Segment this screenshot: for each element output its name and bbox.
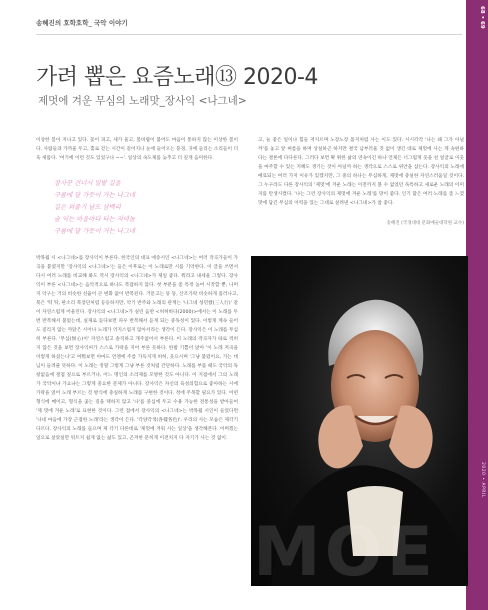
issue-label: 2020 • APRIL — [480, 462, 485, 498]
lyric-line: 구름에 달 가듯이 가는 나그네 — [54, 228, 135, 235]
lyric-line: 구름에 달 가듯이 가는 나그네 — [54, 192, 135, 199]
header-divider — [36, 34, 462, 35]
body-right-paragraph: 고, 늘 좋은 일이나 힘들 저지르며 노장노장 틀지처럼 사는 이도 있다. 시시각각 '나는 왜 그가 아닐까'를 놓고 앞 써름을 하며 상실하곤 하지만 결국 남부러울 것 없이 생긴 대로 제멋에 사는 게 속편하다는 결론에 다다른다. 그러다 보면 확 튀한 삶의 연속이긴 하나 언제든 너그럽게 웃을 친 얼굴로 이웃을 마주할 수 있는 지혜도 생기는 것이 아닐까 하는 생각으로 스스로 위안을 삼는다. 장사익의 노래에 매료되는 여러 가지 이유가 있겠지만, 그 중의 하나는 무심하게, 제멋에 충실한 자연스러움일 것이다. 그 누구라도 다른 장사익의 '제멋'에 겨운 노래는 이전까지 볼 수 없었던 독특하고 새로운 노래의 이미지를 탄생시켰다. '나는 그런 장사익의 제멋에 겨운 노래'를 망이 좋다. 인기 많은 여러 노래를 좀 느껐맛에 담긴 무심의 이력을 있는 그대로 살려낸 <나그네>가 참 좋다. — [258, 138, 464, 206]
page-number: 68 • 69 — [479, 6, 485, 29]
singer-photo — [251, 256, 468, 586]
author-credit: 송혜진 (국경대대 문화예술대학원 교수) — [386, 221, 464, 226]
lyric-line: 장사꾼 건너서 밀밭 길을 — [54, 180, 121, 187]
lyrics-block — [54, 178, 244, 238]
photo-watermark: MOE — [253, 513, 437, 586]
body-left-paragraph: 박목월 시 <나그네>를 장사익이 부른다. 한국인의 대표 애송시인 <나그네>는 여러 작곡가들이 가곡을 붙였지만 '장사익의 <나그네>'는 들은 이후로는 이 노래로만 시를 기억한다. 이 글을 쓰면서 다시 여러 노래를 비교해 봐도 역시 장사익의 <나그네>가 제일 좋다. 뭐라고 내세울 그렇다. 장사익이 부른 <나그네>는 음악적으로 하나도 복잡하지 않다. 첫 부분을 좀 특정 높여 시작할 뿐, 나머지 악구는 거의 비슷한 선율이 큰 변화 없이 반복된다. 거문고는 뚱 뚱, 산조가락 비슷하게 흘러나고, 북은 '딱 딱, 판소리 북장단처럼 등등하지만, 악기 반주와 노래의 관계는 '나그네 성민했(三人行)' 같이 자연스럽게 어울린다. 장사익의 <나그네>가 실린 음반 <허허바다(2000)>에서는 이 노래를 두 번 반복해서 불렀는데, 실제로 듣다보면 파우 반복해서 듣게 되는 중독성이 있다. 이렇게 계속 들어도 질리지 않는 까닭은 시어나 노래가 억지스럽지 않아서라는 생각이 든다. 장사익은 이 노래를 무심히 부른다. '무심(無心)이' 자연스럽고 솔직하고 개주없어서 부른다. 이 노래의 작곡자가 따로 적히지 않은 것을 보면 장사익씨가 스스로 가락을 지어 부른 듯하다. 한밤 기쁨이 앉아 '이 노래 저곡을 이렇게 하셨는나'고 여쭤보면 아마도 언젠에 주름 가득지게 허허, 웃으시며 '그냥 불렀어요, 가는 데님이 들려줄 뜻하다. 이 노래는 정말 그렇게 그냥 부른 것처럼 간단하다. 노래를 부를 때도 국악의 독창없음에 절점 짚으로 부르거나, 어느 명인의 소리제를 모방한 것도 아니다. 이 지점에서 그의 노래가 국악이냐 가요냐는 그렇게 중요한 문제가 아니다. 장사익은 자신의 육성의힘으로 좋아하는 시에 가락을 얹어 노래 부르는 것 방식에 충실하게 노래를 구현한 것이다. 정에 주목할 필요가 있다. 어떤 형식에 매이고, 형식을 좇는 길을 택하지 않고 '나'를 중심에 두고 수용 가능한 전통성을 받아들여 '제 멋에 겨운 노래'로 표현한 것이다. 그런 점에서 장사익의 <나그네>는 박목월 시인이 들었다면 '나네 마음에 가장 근접한 노래'라는 생각이 든다. '각양각색(各樣各色)'. 우리의 사는 모습은 제각기 다르다. 장사익의 노래를 들으며 제 각기 다른데로 '제멋에 겨워 사는 일상'을 생각해본다. 어쩌겠는 일으로 살았실만 뒤트지 쉽게 없는 삶도 있고, 곤저한 문히게 이전치지 다 자기가 사는 것 없이. — [36, 256, 238, 441]
article-subtitle: 제멋에 겨운 무심의 노래맛_장사익 <나그네> — [38, 95, 247, 107]
lyric-line: 술 익는 마을마다 타는 저녁놀 — [54, 216, 135, 223]
page-header — [22, 16, 462, 42]
article-title: 가려 뽑은 요즘노래⑬ 2020-4 — [36, 65, 318, 90]
lyric-line: 길은 외줄기 남도 삼백리 — [54, 204, 121, 211]
intro-paragraph: 이상한 봄이 지나고 있다. 꽃이 피고, 새가 울고, 봄바람이 불어도 마음이 통하지 않는 이상한 봄이다. 사람들과 가까울 두고, 홀로 걷는 시간이 길어지니 눈에 들어오는 풍경, 귀에 들리는 소리들이 더욱 새롭다. '여기에 이런 것도 있었구나 ~~'. 일상의 속도제를 늦추고 더 깊게 음미한다. — [36, 138, 238, 161]
series-label: 송혜진의 호학호학_ 국악 이야기 — [36, 19, 128, 27]
side-tab — [466, 0, 488, 610]
